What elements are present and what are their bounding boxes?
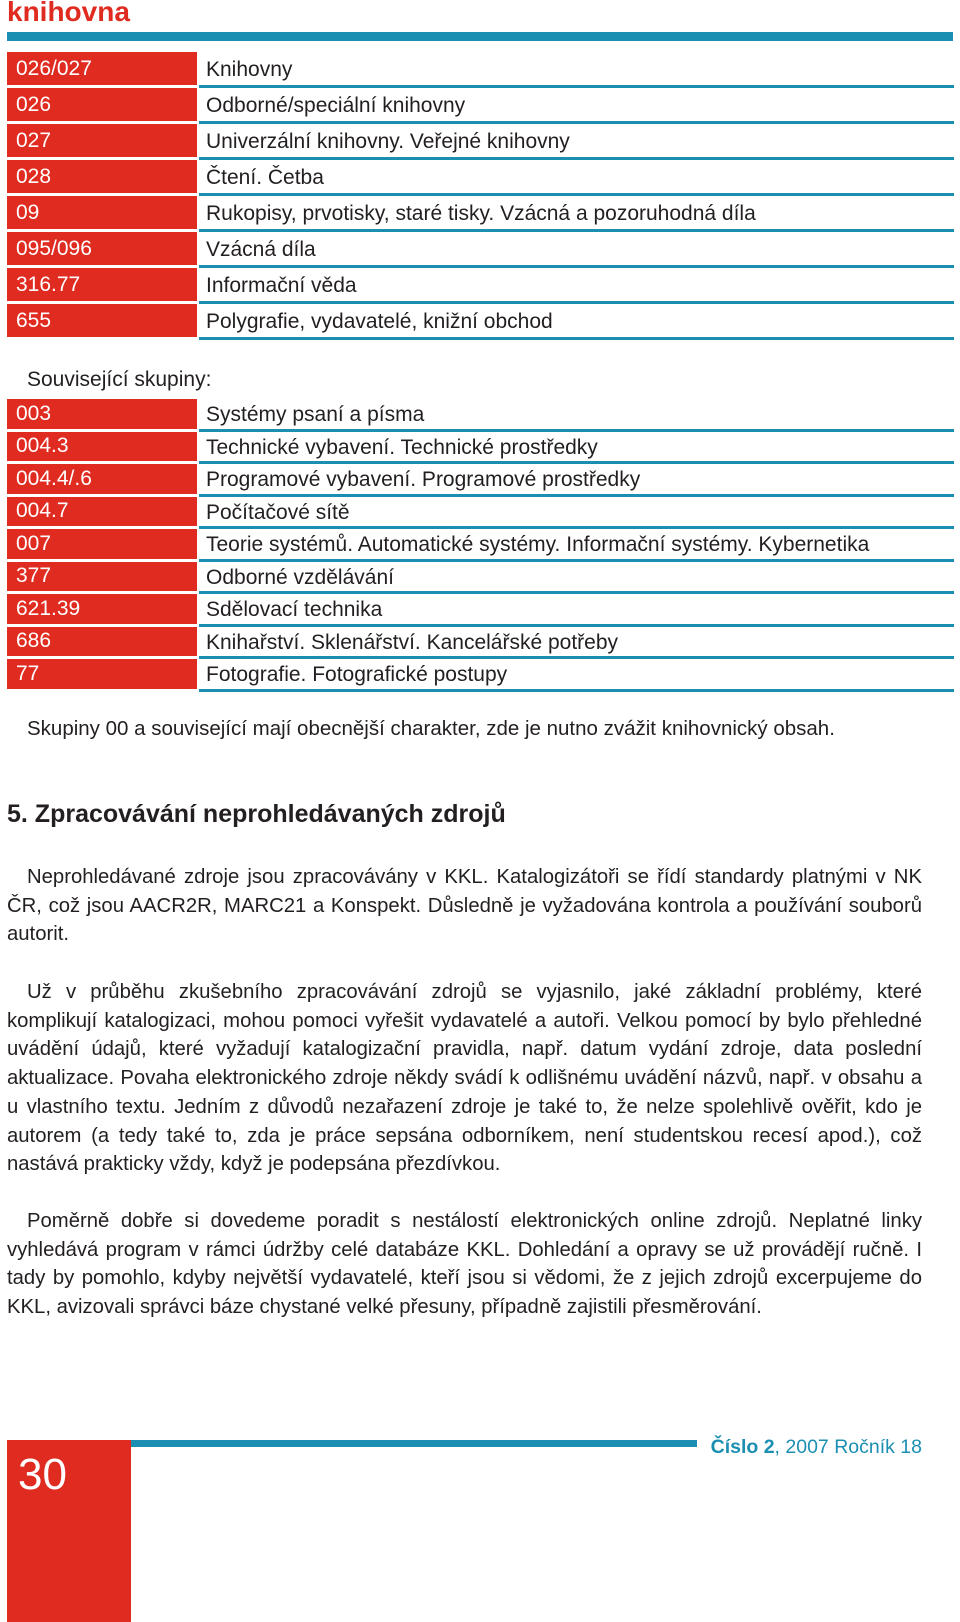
table-row (7, 52, 954, 88)
table-code: 003 (7, 399, 197, 432)
header-bar (7, 32, 953, 41)
table-code: 026 (7, 88, 197, 124)
table-label: Systémy psaní a písma (206, 403, 425, 427)
table-row (7, 399, 954, 432)
table-code: 77 (7, 659, 197, 692)
table-label: Sdělovací technika (206, 598, 383, 622)
table-row (7, 196, 954, 232)
section-title: knihovna (7, 0, 130, 27)
footer-issue (711, 1436, 922, 1459)
table-row (7, 268, 954, 304)
chapter-title: 5. Zpracovávání neprohledávaných zdrojů (7, 800, 506, 828)
table-label: Programové vybavení. Programové prostředky (206, 468, 641, 492)
footer-bar (131, 1440, 697, 1447)
table-label: Knihařství. Sklenářství. Kancelářské potřeby (206, 630, 619, 654)
table-code: 621.39 (7, 594, 197, 627)
table-label: Informační věda (206, 274, 357, 297)
paragraph: Neprohledávané zdroje jsou zpracovávány v KKL. Katalogizátoři se řídí standardy platnými v NK ČR, což jsou AACR2R, MARC21 a Konspekt. Důsledně je vyžadována kontrola a používání souborů autorit. (7, 866, 922, 946)
issue-year: , 2007 (774, 1436, 829, 1458)
table-code: 004.4/.6 (7, 464, 197, 497)
table-row (7, 627, 954, 660)
volume-label: Ročník 18 (834, 1436, 922, 1458)
table-code: 377 (7, 562, 197, 595)
table-row (7, 529, 954, 562)
table-code: 316.77 (7, 268, 197, 304)
table-row (7, 432, 954, 465)
row-divider (199, 337, 954, 340)
table-row (7, 124, 954, 160)
row-divider (199, 689, 954, 692)
table-label: Fotografie. Fotografické postupy (206, 663, 508, 687)
table-row (7, 88, 954, 124)
issue-label: Číslo 2 (710, 1436, 775, 1458)
table-label: Vzácná díla (206, 238, 316, 261)
paragraph: Už v průběhu zkušebního zpracovávání zdrojů se vyjasnilo, jaké základní problémy, které komplikují katalogizaci, mohou pomoci vyřešit vydavatelé a autoři. Velkou pomocí by bylo přehledné uvádění údajů, které vyžadují katalogizační pravidla, např. datum vydání zdroje, data poslední aktualizace. Povaha elektronického zdroje někdy svádí k odlišnému uvádění názvů, např. v obsahu a u vlastního textu. Jedním z důvodů nezařazení zdroje je také to, že nelze spolehlivě ověřit, kdo je autorem (a tedy také to, zda je práce sepsána odborníkem, není studentskou recesí apod.), což nastává prakticky vždy, když je podepsána přezdívkou. (7, 981, 922, 1176)
table-row (7, 160, 954, 196)
table-row (7, 594, 954, 627)
related-heading: Související skupiny: (27, 368, 212, 391)
table-code: 004.7 (7, 497, 197, 530)
table-row (7, 304, 954, 340)
table-code: 095/096 (7, 232, 197, 268)
table-code: 655 (7, 304, 197, 340)
page-number: 30 (18, 1450, 67, 1499)
table-row (7, 659, 954, 692)
table-row (7, 562, 954, 595)
table-code: 09 (7, 196, 197, 232)
paragraph: Poměrně dobře si dovedeme poradit s nestálostí elektronických online zdrojů. Neplatné linky vyhledává program v rámci údržby celé databáze KKL. Dohledání a opravy se už provádějí ručně. I tady by pomohlo, kdyby největší vydavatelé, kteří jsou si vědomi, že z jejich zdrojů excerpujeme do KKL, avizovali správci báze chystané velké přesuny, případně zajistili přesměrování. (7, 1210, 922, 1319)
table-label: Počítačové sítě (206, 500, 350, 524)
table-code: 686 (7, 627, 197, 660)
table-label: Rukopisy, prvotisky, staré tisky. Vzácná a pozoruhodná díla (206, 202, 756, 225)
table-label: Univerzální knihovny. Veřejné knihovny (206, 130, 570, 153)
table-row (7, 497, 954, 530)
related-note: Skupiny 00 a související mají obecnější charakter, zde je nutno zvážit knihovnický obsah. (27, 717, 835, 740)
table-code: 028 (7, 160, 197, 196)
table-code: 004.3 (7, 432, 197, 465)
table-label: Technické vybavení. Technické prostředky (206, 435, 598, 459)
table-label: Teorie systémů. Automatické systémy. Informační systémy. Kybernetika (206, 533, 870, 557)
table-label: Polygrafie, vydavatelé, knižní obchod (206, 310, 553, 333)
table-row (7, 232, 954, 268)
table-label: Odborné vzdělávání (206, 565, 394, 589)
table-label: Odborné/speciální knihovny (206, 94, 466, 117)
table-code: 027 (7, 124, 197, 160)
table-code: 026/027 (7, 52, 197, 88)
table-row (7, 464, 954, 497)
table-label: Knihovny (206, 58, 293, 81)
table-label: Čtení. Četba (206, 166, 324, 189)
table-code: 007 (7, 529, 197, 562)
